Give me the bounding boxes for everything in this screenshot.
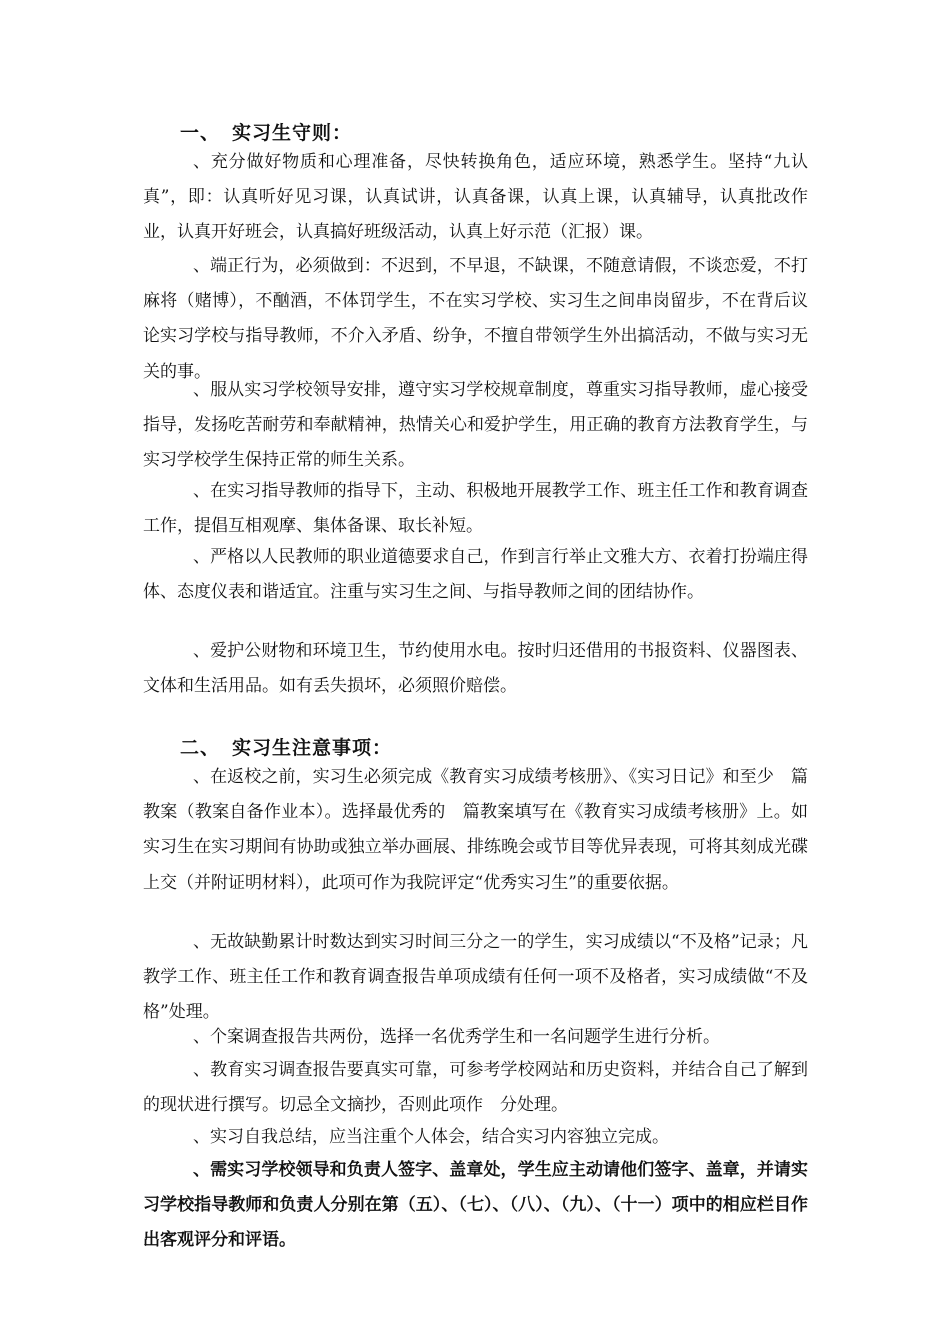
section-2-item-5: 、实习自我总结，应当注重个人体会，结合实习内容独立完成。 — [193, 1127, 669, 1147]
section-1-item-6: 、爱护公财物和环境卫生，节约使用水电。按时归还借用的书报资料、仪器图表、文体和生活用品。如有丢失损坏，必须照价赔偿。 — [143, 641, 808, 697]
section-1-item-1: 、充分做好物质和心理准备，尽快转换角色，适应环境，熟悉学生。坚持“九认真”，即：认真听好见习课，认真试讲，认真备课，认真上课，认真辅导，认真批改作业，认真开好班会，认真搞好班级活动，认真上好示范（汇报）课。 — [143, 152, 808, 243]
section-1-item-5: 、严格以人民教师的职业道德要求自己，作到言行举止文雅大方、衣着打扮端庄得体、态度仪表和谐适宜。注重与实习生之间、与指导教师之间的团结协作。 — [143, 547, 808, 603]
section-2-number: 二、 — [180, 737, 221, 759]
section-2-item-6: 、需实习学校领导和负责人签字、盖章处，学生应主动请他们签字、盖章，并请实习学校指导教师和负责人分别在第（五）、（七）、（八）、（九）、（十一）项中的相应栏目作出客观评分和评语。 — [143, 1160, 808, 1251]
section-2-item-2: 、无故缺勤累计时数达到实习时间三分之一的学生，实习成绩以“不及格”记录；凡教学工作、班主任工作和教育调查报告单项成绩有任何一项不及格者，实习成绩做“不及格”处理。 — [143, 932, 808, 1023]
section-1-heading — [180, 118, 352, 145]
section-2-item-4: 、教育实习调查报告要真实可靠，可参考学校网站和历史资料，并结合自己了解到的现状进行撰写。切忌全文摘抄，否则此项作 分处理。 — [143, 1060, 808, 1116]
section-2-item-3: 、个案调查报告共两份，选择一名优秀学生和一名问题学生进行分析。 — [193, 1027, 720, 1047]
section-1-item-3: 、服从实习学校领导安排，遵守实习学校规章制度，尊重实习指导教师，虚心接受指导，发扬吃苦耐劳和奉献精神，热情关心和爱护学生，用正确的教育方法教育学生，与实习学校学生保持正常的师生关系。 — [143, 380, 808, 471]
section-1-number: 一、 — [180, 122, 221, 144]
section-1-title: 实习生守则： — [232, 122, 353, 144]
section-2-title: 实习生注意事项： — [232, 737, 393, 759]
section-1-item-4: 、在实习指导教师的指导下，主动、积极地开展教学工作、班主任工作和教育调查工作，提倡互相观摩、集体备课、取长补短。 — [143, 481, 808, 537]
section-2-heading — [180, 733, 392, 760]
section-1-item-2: 、端正行为，必须做到：不迟到，不早退，不缺课，不随意请假，不谈恋爱，不打麻将（赌博），不酗酒，不体罚学生，不在实习学校、实习生之间串岗留步，不在背后议论实习学校与指导教师，不介入矛盾、纷争，不擅自带领学生外出搞活动，不做与实习无关的事。 — [143, 256, 808, 382]
section-2-item-1: 、在返校之前，实习生必须完成《教育实习成绩考核册》、《实习日记》和至少 篇教案（教案自备作业本）。选择最优秀的 篇教案填写在《教育实习成绩考核册》上。如实习生在实习期间有协助或独立举办画展、排练晚会或节目等优异表现，可将其刻成光碟上交（并附证明材料），此项可作为我院评定“优秀实习生”的重要依据。 — [143, 767, 808, 893]
